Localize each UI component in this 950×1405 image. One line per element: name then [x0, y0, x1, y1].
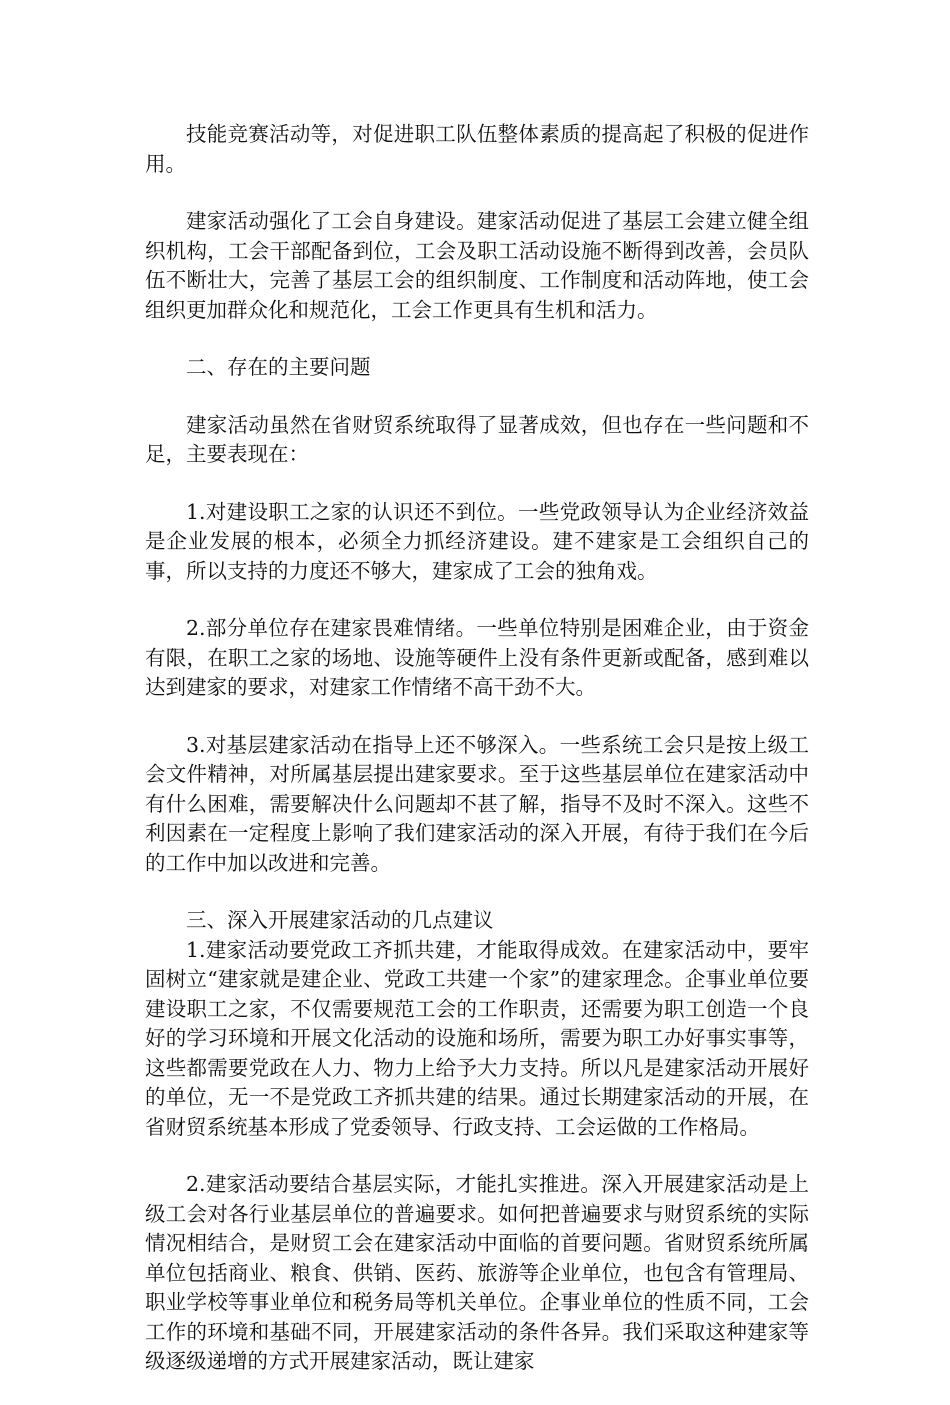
- paragraph-suggestion-2: 2.建家活动要结合基层实际，才能扎实推进。深入开展建家活动是上级工会对各行业基层单位的普遍要求。如何把普遍要求与财贸系统的实际情况相结合，是财贸工会在建家活动中面临的首要问题。省财贸系统所属单位包括商业、粮食、供销、医药、旅游等企业单位，也包含有管理局、职业学校等事业单位和税务局等机关单位。企事业单位的性质不同，工会工作的环境和基础不同，开展建家活动的条件各异。我们采取这种建家等级逐级递增的方式开展建家活动，既让建家: [145, 1172, 809, 1373]
- paragraph-problems-intro: 建家活动虽然在省财贸系统取得了显著成效，但也存在一些问题和不足，主要表现在：: [145, 412, 809, 466]
- document-body: [145, 120, 809, 1405]
- paragraph-problem-1: 1.对建设职工之家的认识还不到位。一些党政领导认为企业经济效益是企业发展的根本，必须全力抓经济建设。建不建家是工会组织自己的事，所以支持的力度还不够大，建家成了工会的独角戏。: [145, 499, 809, 583]
- paragraph-problem-3: 3.对基层建家活动在指导上还不够深入。一些系统工会只是按上级工会文件精神，对所属基层提出建家要求。至于这些基层单位在建家活动中有什么困难，需要解决什么问题却不甚了解，指导不及时不深入。这些不利因素在一定程度上影响了我们建家活动的深入开展，有待于我们在今后的工作中加以改进和完善。: [145, 732, 809, 875]
- section-heading-suggestions: 三、深入开展建家活动的几点建议: [186, 908, 494, 932]
- paragraph-problem-2: 2.部分单位存在建家畏难情绪。一些单位特别是困难企业，由于资金有限，在职工之家的场地、设施等硬件上没有条件更新或配备，感到难以达到建家的要求，对建家工作情绪不高干劲不大。: [145, 616, 809, 699]
- section-heading-problems: 二、存在的主要问题: [186, 355, 371, 379]
- paragraph-continuation: 技能竞赛活动等，对促进职工队伍整体素质的提高起了积极的促进作用。: [145, 122, 809, 176]
- paragraph-suggestion-1: 1.建家活动要党政工齐抓共建，才能取得成效。在建家活动中，要牢固树立“建家就是建企业、党政工共建一个家”的建家理念。企事业单位要建设职工之家，不仅需要规范工会的工作职责，还需要为职工创造一个良好的学习环境和开展文化活动的设施和场所，需要为职工办好事实事等，这些都需要党政在人力、物力上给予大力支持。所以凡是建家活动开展好的单位，无一不是党政工齐抓共建的结果。通过长期建家活动的开展，在省财贸系统基本形成了党委领导、行政支持、工会运做的工作格局。: [145, 937, 809, 1139]
- paragraph-union-building: 建家活动强化了工会自身建设。建家活动促进了基层工会建立健全组织机构，工会干部配备到位，工会及职工活动设施不断得到改善，会员队伍不断壮大，完善了基层工会的组织制度、工作制度和活动阵地，使工会组织更加群众化和规范化，工会工作更具有生机和活力。: [145, 209, 809, 322]
